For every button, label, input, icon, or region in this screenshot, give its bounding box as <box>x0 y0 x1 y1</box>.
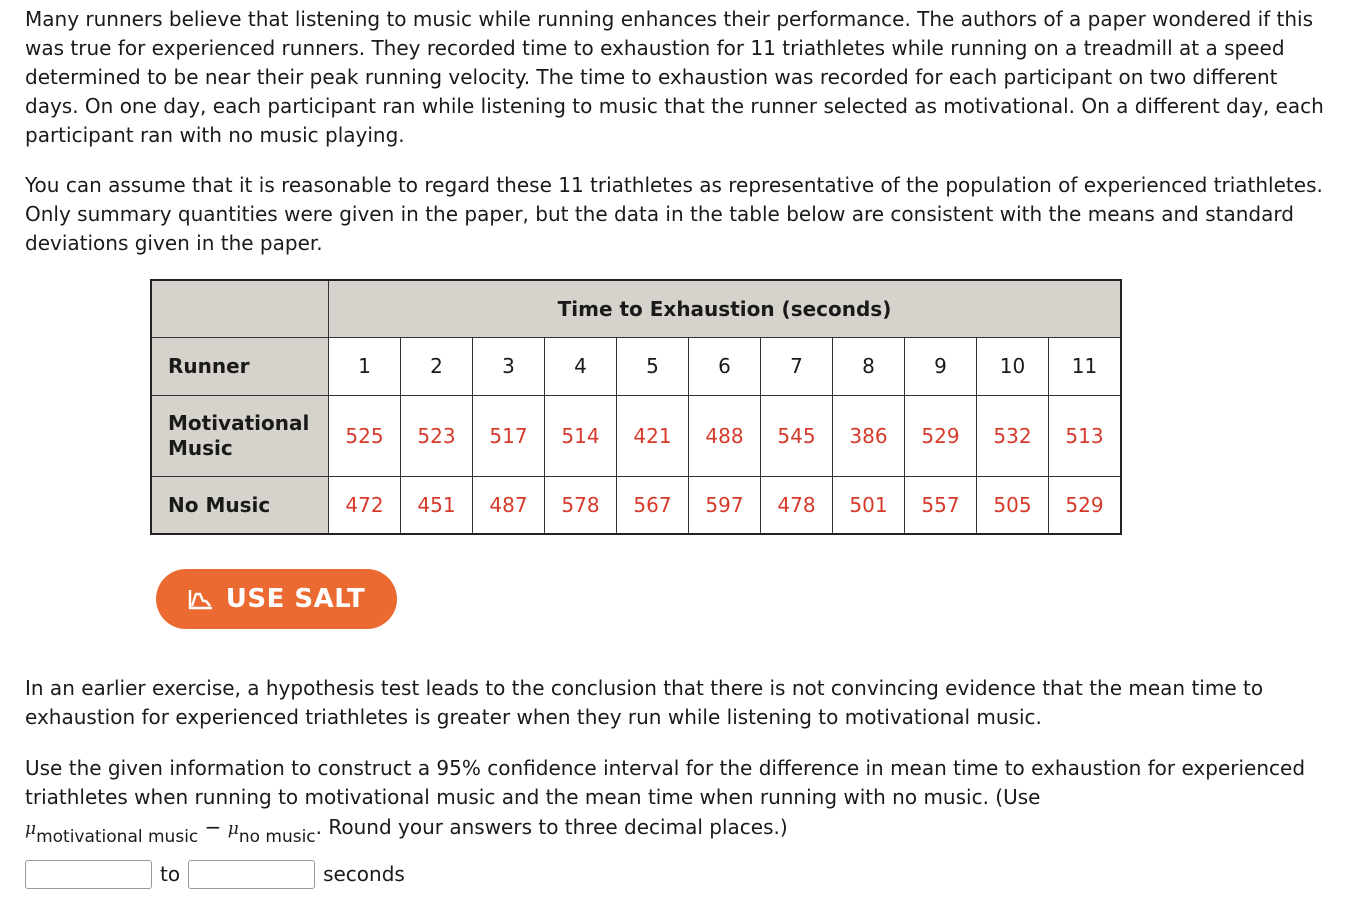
intro-paragraph-2: You can assume that it is reasonable to regard these 11 triathletes as representative of the population of experienced triathletes. Only summary quantities were given in the paper, but the data in the table below are consistent with the means and standard deviations given in the paper. <box>25 173 1323 255</box>
table-corner-cell <box>151 280 329 338</box>
runner-number-cell: 11 <box>1049 338 1122 396</box>
seconds-label: seconds <box>323 861 405 886</box>
motivational-value-cell: 523 <box>401 396 473 477</box>
runner-row-label: Runner <box>151 338 329 396</box>
salt-graph-icon <box>188 588 214 610</box>
no-music-value-cell: 501 <box>833 477 905 535</box>
motivational-value-cell: 514 <box>545 396 617 477</box>
runner-number-cell: 8 <box>833 338 905 396</box>
upper-bound-input[interactable] <box>188 860 315 889</box>
time-to-exhaustion-table <box>150 279 1122 535</box>
runner-number-cell: 7 <box>761 338 833 396</box>
no-music-value-cell: 487 <box>473 477 545 535</box>
motivational-row <box>151 396 1121 477</box>
round-instruction: . Round your answers to three decimal places.) <box>315 815 788 839</box>
no-music-value-cell: 472 <box>329 477 401 535</box>
no-music-row <box>151 477 1121 535</box>
mu-symbol-1: μ <box>25 819 37 839</box>
no-music-value-cell: 578 <box>545 477 617 535</box>
no-music-value-cell: 529 <box>1049 477 1122 535</box>
motivational-value-cell: 421 <box>617 396 689 477</box>
runner-row <box>151 338 1121 396</box>
motivational-value-cell: 529 <box>905 396 977 477</box>
question-paragraph-2: Use the given information to construct a 95% confidence interval for the difference in mean time to exhaustion for experienced triathletes when running to motivational music and the mean time when running with no music. (Use <box>25 756 1306 809</box>
to-label: to <box>160 861 181 886</box>
no-music-value-cell: 451 <box>401 477 473 535</box>
no-music-value-cell: 478 <box>761 477 833 535</box>
motivational-value-cell: 517 <box>473 396 545 477</box>
minus-sign: − <box>204 815 222 839</box>
mu-symbol-2: μ <box>227 819 239 839</box>
use-salt-button[interactable] <box>156 569 397 629</box>
mu-subscript-no-music: no music <box>238 827 316 847</box>
motivational-value-cell: 513 <box>1049 396 1122 477</box>
runner-number-cell: 3 <box>473 338 545 396</box>
motivational-value-cell: 532 <box>977 396 1049 477</box>
answer-row <box>25 858 413 890</box>
mu-subscript-motivational: motivational music <box>36 827 199 847</box>
table-title: Time to Exhaustion (seconds) <box>329 280 1122 338</box>
runner-number-cell: 9 <box>905 338 977 396</box>
question-paragraph-1: In an earlier exercise, a hypothesis test leads to the conclusion that there is not convincing evidence that the mean time to exhaustion for experienced triathletes is greater when they run while listening to motivational music. <box>25 676 1264 729</box>
runner-number-cell: 1 <box>329 338 401 396</box>
no-music-row-label: No Music <box>151 477 329 535</box>
intro-paragraph-1: Many runners believe that listening to music while running enhances their performance. The authors of a paper wondered if this was true for experienced runners. They recorded time to exhaustion for 11 triathletes while running on a treadmill at a speed determined to be near their peak running velocity. The time to exhaustion was recorded for each participant on two different days. On one day, each participant ran while listening to music that the runner selected as motivational. On a different day, each participant ran with no music playing. <box>25 7 1324 147</box>
runner-number-cell: 4 <box>545 338 617 396</box>
runner-number-cell: 2 <box>401 338 473 396</box>
no-music-value-cell: 557 <box>905 477 977 535</box>
motivational-value-cell: 488 <box>689 396 761 477</box>
use-salt-label: USE SALT <box>225 583 366 614</box>
motivational-value-cell: 545 <box>761 396 833 477</box>
motivational-value-cell: 525 <box>329 396 401 477</box>
runner-number-cell: 10 <box>977 338 1049 396</box>
no-music-value-cell: 505 <box>977 477 1049 535</box>
motivational-row-label: Motivational Music <box>151 396 329 477</box>
runner-number-cell: 6 <box>689 338 761 396</box>
no-music-value-cell: 567 <box>617 477 689 535</box>
motivational-value-cell: 386 <box>833 396 905 477</box>
runner-number-cell: 5 <box>617 338 689 396</box>
mu-difference-line <box>25 813 788 847</box>
no-music-value-cell: 597 <box>689 477 761 535</box>
lower-bound-input[interactable] <box>25 860 152 889</box>
